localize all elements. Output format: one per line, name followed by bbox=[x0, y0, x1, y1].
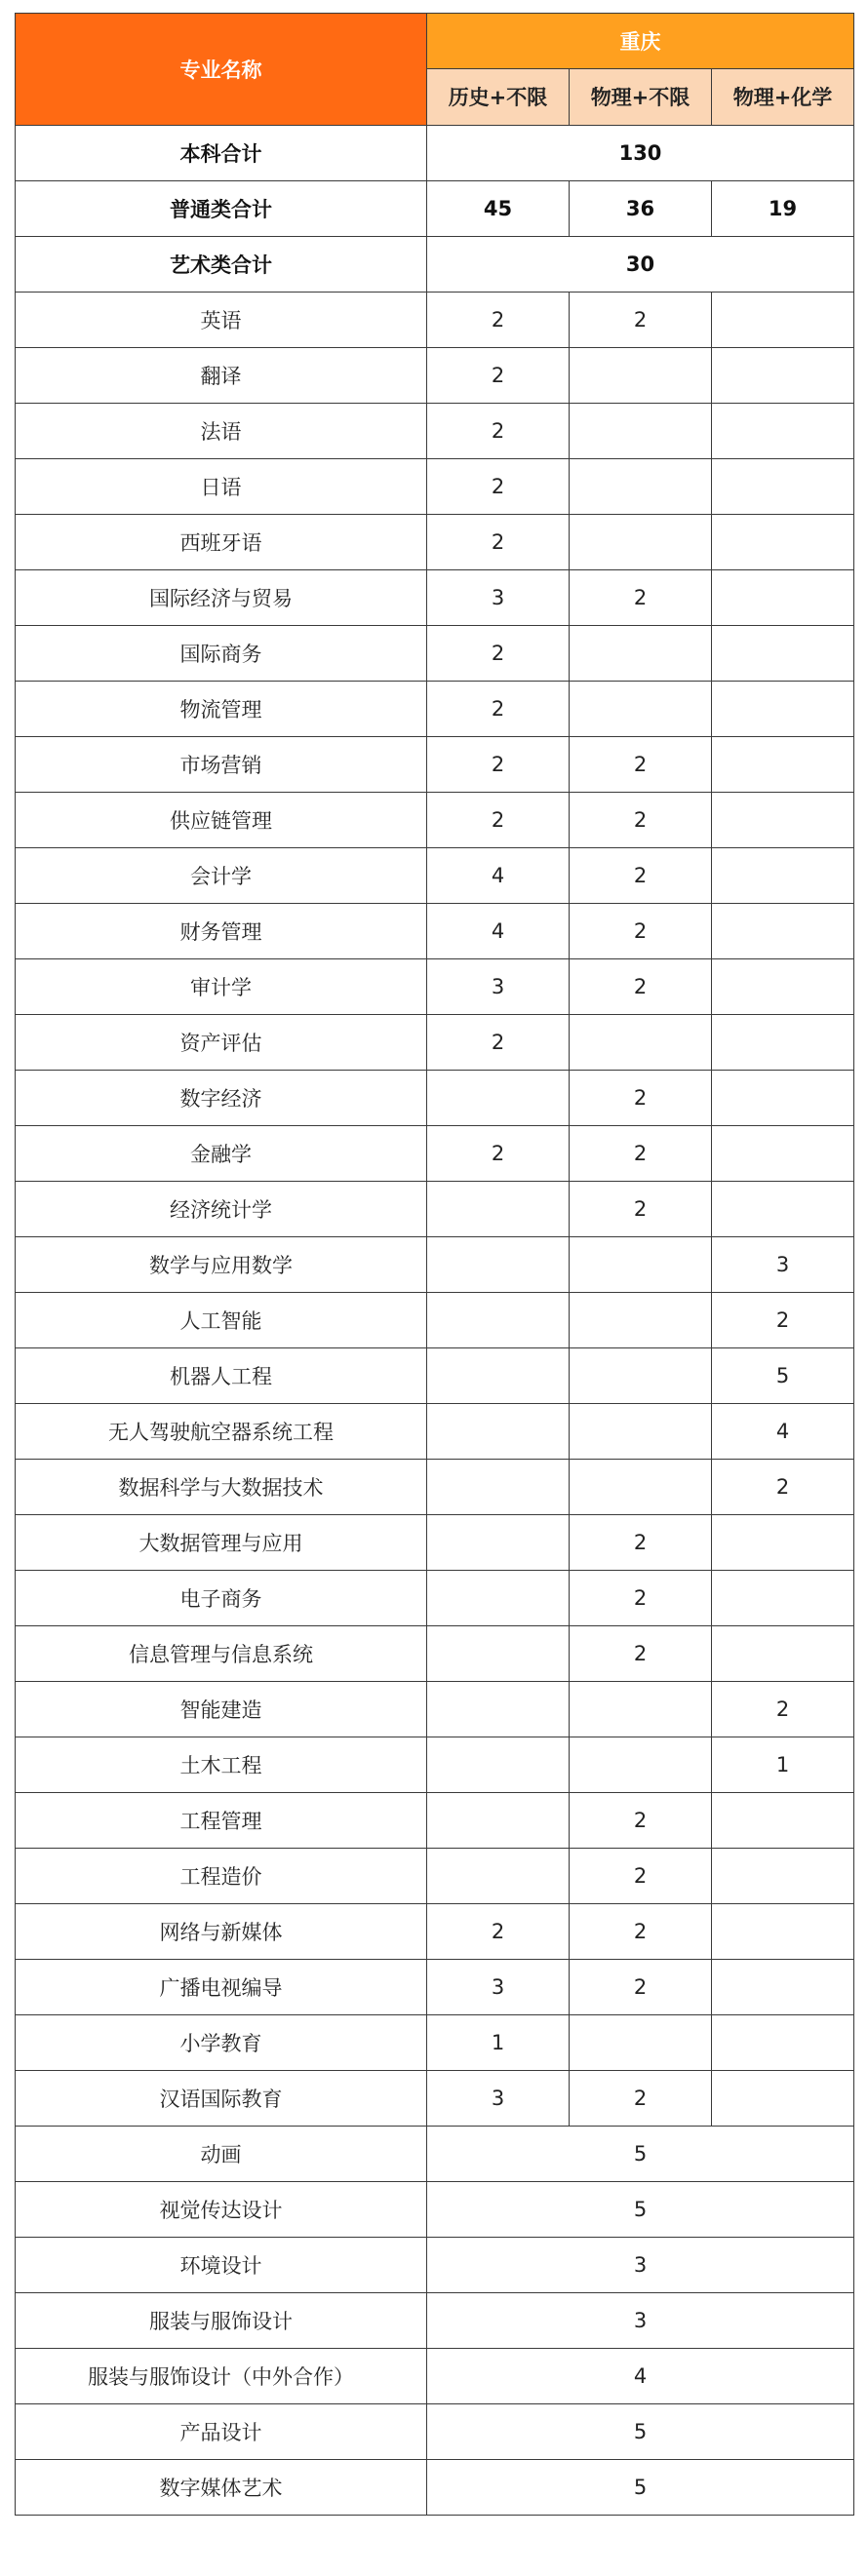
quota-cell bbox=[712, 626, 854, 682]
major-name-cell: 数字经济 bbox=[16, 1071, 427, 1126]
major-name-cell: 数字媒体艺术 bbox=[16, 2460, 427, 2516]
major-name-cell: 数据科学与大数据技术 bbox=[16, 1460, 427, 1515]
major-name-cell: 智能建造 bbox=[16, 1682, 427, 1737]
table-row bbox=[16, 1293, 854, 1348]
major-name-cell: 信息管理与信息系统 bbox=[16, 1626, 427, 1682]
table-body bbox=[16, 126, 854, 2516]
table-header bbox=[16, 14, 854, 126]
major-name-cell: 工程管理 bbox=[16, 1793, 427, 1849]
quota-cell: 2 bbox=[427, 515, 570, 570]
quota-cell bbox=[570, 682, 712, 737]
quota-cell: 2 bbox=[427, 626, 570, 682]
quota-cell bbox=[570, 515, 712, 570]
summary-total: 130 bbox=[427, 126, 854, 181]
quota-cell bbox=[712, 1071, 854, 1126]
quota-cell bbox=[570, 1682, 712, 1737]
quota-cell bbox=[427, 1515, 570, 1571]
table-row bbox=[16, 2127, 854, 2182]
quota-cell bbox=[712, 1182, 854, 1237]
table-row bbox=[16, 2182, 854, 2238]
subject-combo-header: 物理+化学 bbox=[712, 68, 854, 125]
quota-cell: 2 bbox=[570, 959, 712, 1015]
quota-cell: 3 bbox=[427, 1960, 570, 2015]
quota-cell: 2 bbox=[427, 459, 570, 515]
table-row bbox=[16, 2460, 854, 2516]
quota-cell: 1 bbox=[712, 1737, 854, 1793]
major-name-cell: 机器人工程 bbox=[16, 1348, 427, 1404]
table-row bbox=[16, 848, 854, 904]
table-row bbox=[16, 1849, 854, 1904]
quota-cell bbox=[427, 1793, 570, 1849]
quota-cell bbox=[427, 1348, 570, 1404]
quota-cell bbox=[712, 1571, 854, 1626]
table-row bbox=[16, 904, 854, 959]
major-name-cell: 财务管理 bbox=[16, 904, 427, 959]
quota-cell bbox=[427, 1682, 570, 1737]
quota-cell bbox=[712, 459, 854, 515]
major-name-cell: 国际商务 bbox=[16, 626, 427, 682]
quota-cell bbox=[712, 1015, 854, 1071]
summary-label: 本科合计 bbox=[16, 126, 427, 181]
quota-cell: 2 bbox=[427, 1126, 570, 1182]
major-name-cell: 动画 bbox=[16, 2127, 427, 2182]
table-row bbox=[16, 1237, 854, 1293]
major-name-cell: 广播电视编导 bbox=[16, 1960, 427, 2015]
enrollment-table-container bbox=[15, 13, 853, 2516]
quota-cell bbox=[712, 848, 854, 904]
table-row bbox=[16, 682, 854, 737]
quota-cell: 2 bbox=[570, 1071, 712, 1126]
table-row bbox=[16, 293, 854, 348]
quota-cell: 2 bbox=[427, 293, 570, 348]
quota-cell: 2 bbox=[570, 1626, 712, 1682]
quota-cell bbox=[712, 1904, 854, 1960]
quota-cell: 2 bbox=[570, 1126, 712, 1182]
table-row bbox=[16, 1682, 854, 1737]
quota-cell: 2 bbox=[427, 348, 570, 404]
table-row bbox=[16, 2071, 854, 2127]
major-name-cell: 金融学 bbox=[16, 1126, 427, 1182]
table-row bbox=[16, 459, 854, 515]
quota-cell bbox=[427, 1182, 570, 1237]
major-name-cell: 产品设计 bbox=[16, 2404, 427, 2460]
table-row bbox=[16, 1126, 854, 1182]
table-row bbox=[16, 348, 854, 404]
quota-cell: 2 bbox=[427, 404, 570, 459]
quota-cell: 2 bbox=[427, 793, 570, 848]
quota-cell bbox=[427, 1237, 570, 1293]
quota-cell bbox=[570, 1737, 712, 1793]
table-row bbox=[16, 1960, 854, 2015]
quota-cell: 2 bbox=[570, 793, 712, 848]
major-name-cell: 经济统计学 bbox=[16, 1182, 427, 1237]
quota-total-cell: 5 bbox=[427, 2182, 854, 2238]
quota-cell: 2 bbox=[570, 1904, 712, 1960]
quota-cell bbox=[712, 1515, 854, 1571]
major-name-cell: 国际经济与贸易 bbox=[16, 570, 427, 626]
quota-cell bbox=[570, 1015, 712, 1071]
summary-total: 30 bbox=[427, 237, 854, 293]
quota-cell bbox=[712, 682, 854, 737]
summary-value: 45 bbox=[427, 181, 570, 237]
table-row bbox=[16, 2238, 854, 2293]
quota-cell: 2 bbox=[570, 1515, 712, 1571]
quota-cell bbox=[712, 1626, 854, 1682]
major-name-cell: 电子商务 bbox=[16, 1571, 427, 1626]
major-name-cell: 工程造价 bbox=[16, 1849, 427, 1904]
table-row bbox=[16, 1793, 854, 1849]
table-row bbox=[16, 2404, 854, 2460]
major-name-cell: 审计学 bbox=[16, 959, 427, 1015]
quota-cell bbox=[427, 1071, 570, 1126]
major-name-cell: 英语 bbox=[16, 293, 427, 348]
quota-cell bbox=[712, 1849, 854, 1904]
quota-cell: 2 bbox=[570, 1849, 712, 1904]
quota-cell: 2 bbox=[570, 1571, 712, 1626]
table-row bbox=[16, 2349, 854, 2404]
quota-cell bbox=[712, 348, 854, 404]
quota-cell bbox=[570, 459, 712, 515]
quota-cell: 2 bbox=[570, 1182, 712, 1237]
quota-cell: 2 bbox=[570, 2071, 712, 2127]
major-name-cell: 环境设计 bbox=[16, 2238, 427, 2293]
major-name-cell: 日语 bbox=[16, 459, 427, 515]
table-row bbox=[16, 1571, 854, 1626]
quota-cell: 4 bbox=[712, 1404, 854, 1460]
quota-cell bbox=[712, 404, 854, 459]
quota-cell bbox=[712, 515, 854, 570]
major-name-cell: 无人驾驶航空器系统工程 bbox=[16, 1404, 427, 1460]
quota-cell bbox=[712, 293, 854, 348]
table-row bbox=[16, 2293, 854, 2349]
quota-cell bbox=[570, 1348, 712, 1404]
quota-cell: 2 bbox=[427, 737, 570, 793]
quota-cell bbox=[427, 1626, 570, 1682]
major-name-cell: 视觉传达设计 bbox=[16, 2182, 427, 2238]
quota-cell: 3 bbox=[427, 959, 570, 1015]
table-row bbox=[16, 2015, 854, 2071]
quota-cell bbox=[712, 793, 854, 848]
subject-combo-header: 物理+不限 bbox=[570, 68, 712, 125]
quota-total-cell: 5 bbox=[427, 2127, 854, 2182]
table-row bbox=[16, 1182, 854, 1237]
quota-total-cell: 5 bbox=[427, 2404, 854, 2460]
quota-cell: 5 bbox=[712, 1348, 854, 1404]
major-name-header: 专业名称 bbox=[16, 14, 427, 126]
table-row bbox=[16, 1626, 854, 1682]
quota-cell bbox=[570, 1404, 712, 1460]
quota-cell: 2 bbox=[570, 904, 712, 959]
table-row bbox=[16, 737, 854, 793]
table-row bbox=[16, 1071, 854, 1126]
quota-cell bbox=[427, 1404, 570, 1460]
table-row bbox=[16, 1515, 854, 1571]
quota-cell bbox=[427, 1571, 570, 1626]
major-name-cell: 数学与应用数学 bbox=[16, 1237, 427, 1293]
quota-cell bbox=[712, 570, 854, 626]
quota-cell bbox=[712, 737, 854, 793]
quota-cell: 2 bbox=[570, 1793, 712, 1849]
region-header: 重庆 bbox=[427, 14, 854, 69]
major-name-cell: 物流管理 bbox=[16, 682, 427, 737]
quota-cell bbox=[427, 1460, 570, 1515]
major-name-cell: 会计学 bbox=[16, 848, 427, 904]
table-row bbox=[16, 1904, 854, 1960]
quota-cell: 2 bbox=[570, 848, 712, 904]
major-name-cell: 网络与新媒体 bbox=[16, 1904, 427, 1960]
quota-cell: 2 bbox=[570, 293, 712, 348]
major-name-cell: 西班牙语 bbox=[16, 515, 427, 570]
major-name-cell: 汉语国际教育 bbox=[16, 2071, 427, 2127]
quota-cell: 2 bbox=[712, 1682, 854, 1737]
major-name-cell: 供应链管理 bbox=[16, 793, 427, 848]
quota-total-cell: 4 bbox=[427, 2349, 854, 2404]
table-row bbox=[16, 404, 854, 459]
quota-cell bbox=[570, 1293, 712, 1348]
quota-cell: 4 bbox=[427, 904, 570, 959]
major-name-cell: 大数据管理与应用 bbox=[16, 1515, 427, 1571]
quota-cell bbox=[570, 2015, 712, 2071]
table-row bbox=[16, 959, 854, 1015]
quota-cell: 2 bbox=[570, 737, 712, 793]
quota-cell bbox=[712, 1793, 854, 1849]
table-row bbox=[16, 570, 854, 626]
quota-cell: 2 bbox=[427, 682, 570, 737]
quota-cell bbox=[570, 348, 712, 404]
quota-cell: 2 bbox=[427, 1015, 570, 1071]
major-name-cell: 小学教育 bbox=[16, 2015, 427, 2071]
summary-row-art-total bbox=[16, 237, 854, 293]
subject-combo-header: 历史+不限 bbox=[427, 68, 570, 125]
summary-value: 36 bbox=[570, 181, 712, 237]
quota-cell: 3 bbox=[427, 2071, 570, 2127]
summary-label: 艺术类合计 bbox=[16, 237, 427, 293]
summary-row-undergrad-total bbox=[16, 126, 854, 181]
summary-value: 19 bbox=[712, 181, 854, 237]
major-name-cell: 市场营销 bbox=[16, 737, 427, 793]
major-name-cell: 服装与服饰设计（中外合作） bbox=[16, 2349, 427, 2404]
quota-cell bbox=[712, 959, 854, 1015]
quota-cell bbox=[427, 1293, 570, 1348]
major-name-cell: 服装与服饰设计 bbox=[16, 2293, 427, 2349]
table-row bbox=[16, 1737, 854, 1793]
quota-cell: 4 bbox=[427, 848, 570, 904]
quota-cell: 2 bbox=[427, 1904, 570, 1960]
quota-total-cell: 3 bbox=[427, 2238, 854, 2293]
quota-cell: 3 bbox=[427, 570, 570, 626]
quota-cell bbox=[712, 2071, 854, 2127]
quota-cell bbox=[570, 1460, 712, 1515]
quota-cell: 1 bbox=[427, 2015, 570, 2071]
table-row bbox=[16, 626, 854, 682]
summary-row-general-total bbox=[16, 181, 854, 237]
quota-cell: 2 bbox=[570, 1960, 712, 2015]
table-row bbox=[16, 1404, 854, 1460]
quota-total-cell: 5 bbox=[427, 2460, 854, 2516]
quota-cell: 2 bbox=[570, 570, 712, 626]
quota-cell bbox=[427, 1849, 570, 1904]
quota-cell bbox=[570, 626, 712, 682]
major-name-cell: 翻译 bbox=[16, 348, 427, 404]
quota-cell bbox=[570, 1237, 712, 1293]
major-name-cell: 人工智能 bbox=[16, 1293, 427, 1348]
table-row bbox=[16, 1015, 854, 1071]
quota-cell bbox=[427, 1737, 570, 1793]
major-name-cell: 土木工程 bbox=[16, 1737, 427, 1793]
enrollment-plan-table bbox=[15, 13, 854, 2516]
major-name-cell: 法语 bbox=[16, 404, 427, 459]
table-row bbox=[16, 793, 854, 848]
table-row bbox=[16, 1348, 854, 1404]
quota-cell bbox=[712, 904, 854, 959]
quota-cell bbox=[570, 404, 712, 459]
quota-cell: 3 bbox=[712, 1237, 854, 1293]
quota-cell bbox=[712, 2015, 854, 2071]
quota-total-cell: 3 bbox=[427, 2293, 854, 2349]
major-name-cell: 资产评估 bbox=[16, 1015, 427, 1071]
quota-cell: 2 bbox=[712, 1293, 854, 1348]
quota-cell: 2 bbox=[712, 1460, 854, 1515]
summary-label: 普通类合计 bbox=[16, 181, 427, 237]
quota-cell bbox=[712, 1126, 854, 1182]
table-row bbox=[16, 515, 854, 570]
quota-cell bbox=[712, 1960, 854, 2015]
table-row bbox=[16, 1460, 854, 1515]
